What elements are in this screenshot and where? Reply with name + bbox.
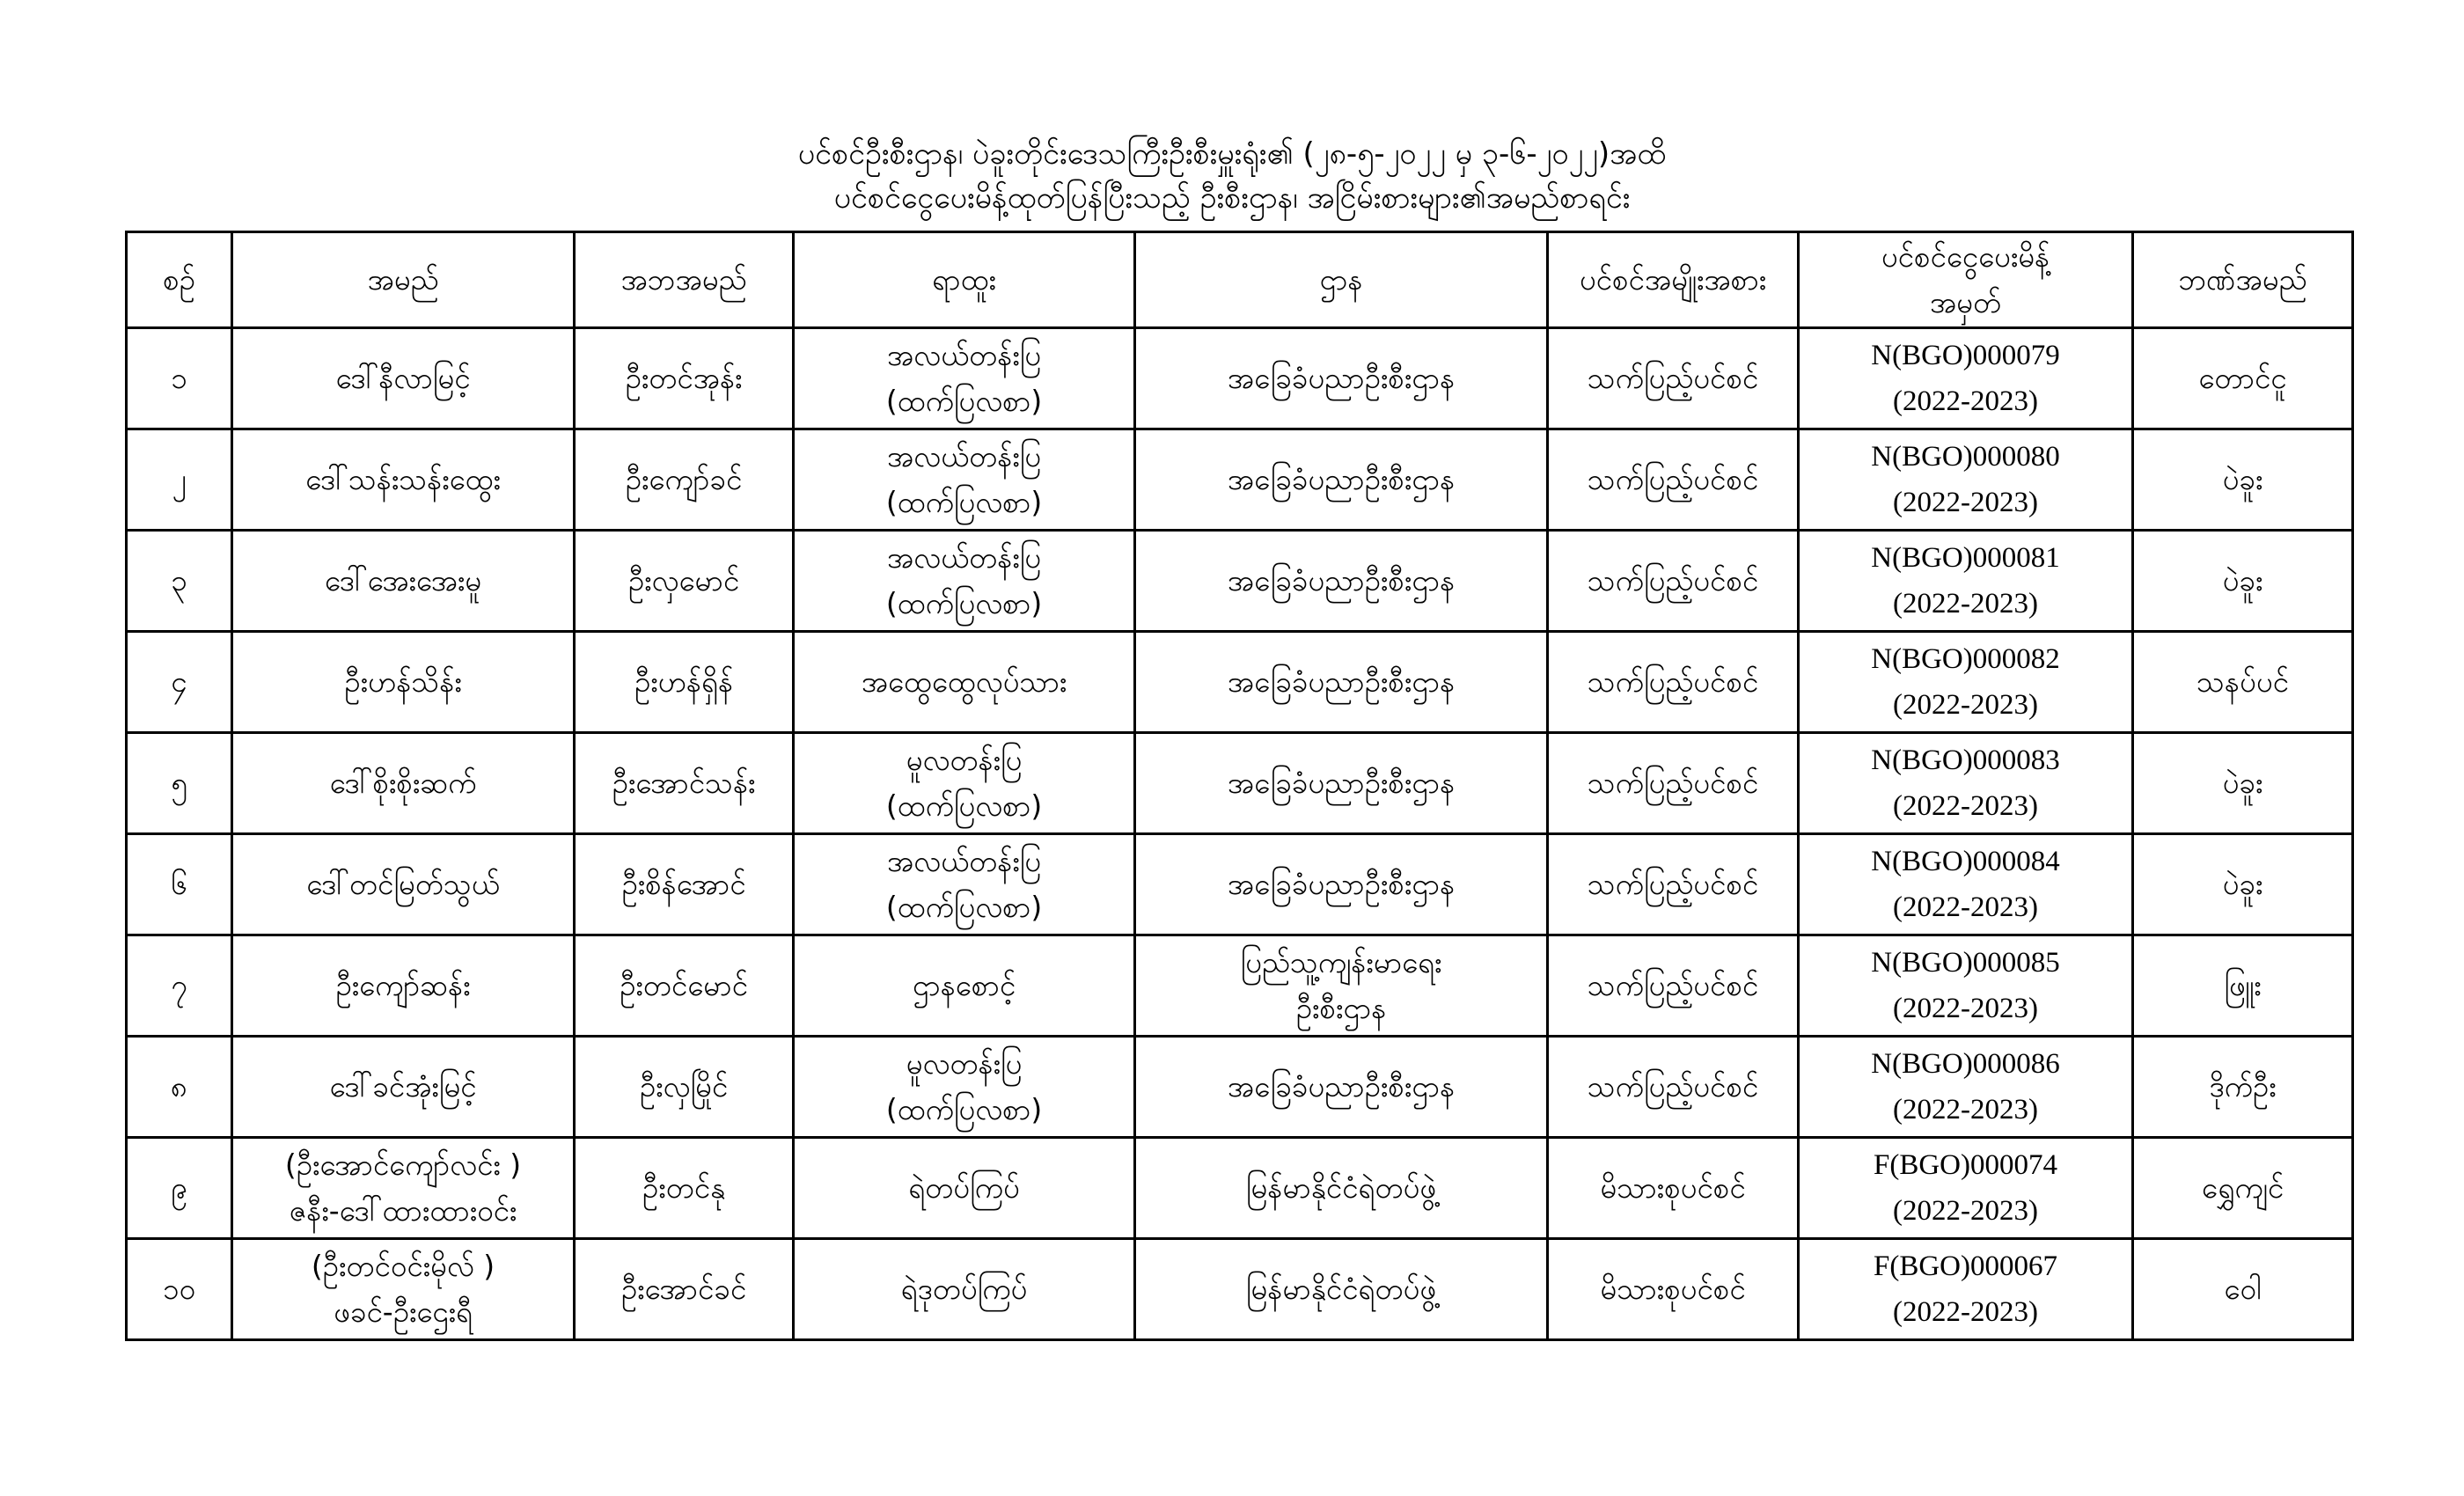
cell-serial: ၁ — [127, 328, 232, 429]
cell-name: ဒေါ်နီလာမြင့် — [232, 328, 575, 429]
header-order-number: ပင်စင်ငွေပေးမိန့် အမှတ် — [1799, 232, 2133, 328]
cell-serial: ၃ — [127, 531, 232, 632]
cell-order-number: F(BGO)000067 (2022-2023) — [1799, 1239, 2133, 1340]
table-row — [127, 429, 2353, 531]
table-row — [127, 632, 2353, 733]
cell-father-name: ဦးတင်မောင် — [575, 935, 794, 1037]
cell-position: အလယ်တန်းပြ (ထက်ပြလစာ) — [794, 531, 1135, 632]
cell-serial: ၉ — [127, 1138, 232, 1239]
pensioner-table — [125, 231, 2354, 1341]
cell-order-number: N(BGO)000085 (2022-2023) — [1799, 935, 2133, 1037]
cell-pension-type: သက်ပြည့်ပင်စင် — [1548, 1037, 1799, 1138]
cell-father-name: ဦးအောင်သန်း — [575, 733, 794, 834]
cell-bank: ပဲခူး — [2133, 429, 2353, 531]
cell-pension-type: သက်ပြည့်ပင်စင် — [1548, 531, 1799, 632]
cell-bank: ပဲခူး — [2133, 733, 2353, 834]
cell-bank: ပဲခူး — [2133, 531, 2353, 632]
table-row — [127, 531, 2353, 632]
cell-name: ဒေါ်စိုးစိုးဆက် — [232, 733, 575, 834]
cell-bank: ဖြူး — [2133, 935, 2353, 1037]
cell-position: ရဲဒုတပ်ကြပ် — [794, 1239, 1135, 1340]
cell-name: ဦးဟန်သိန်း — [232, 632, 575, 733]
cell-father-name: ဦးလှမြိုင် — [575, 1037, 794, 1138]
table-row — [127, 733, 2353, 834]
cell-bank: ဒိုက်ဦး — [2133, 1037, 2353, 1138]
cell-pension-type: သက်ပြည့်ပင်စင် — [1548, 935, 1799, 1037]
cell-department: အခြေခံပညာဦးစီးဌာန — [1135, 429, 1548, 531]
cell-father-name: ဦးတင်အုန်း — [575, 328, 794, 429]
cell-name: (ဦးအောင်ကျော်လင်း ) ဇနီး-ဒေါ်ထားထားဝင်း — [232, 1138, 575, 1239]
cell-pension-type: သက်ပြည့်ပင်စင် — [1548, 733, 1799, 834]
cell-name: (ဦးတင်ဝင်းမိုလ် ) ဖခင်-ဦးဌေးရီ — [232, 1239, 575, 1340]
cell-position: အလယ်တန်းပြ (ထက်ပြလစာ) — [794, 834, 1135, 935]
cell-serial: ၄ — [127, 632, 232, 733]
table-row — [127, 834, 2353, 935]
cell-position: မူလတန်းပြ (ထက်ပြလစာ) — [794, 1037, 1135, 1138]
cell-position: အလယ်တန်းပြ (ထက်ပြလစာ) — [794, 429, 1135, 531]
cell-father-name: ဦးအောင်ခင် — [575, 1239, 794, 1340]
cell-pension-type: သက်ပြည့်ပင်စင် — [1548, 632, 1799, 733]
cell-position: မူလတန်းပြ (ထက်ပြလစာ) — [794, 733, 1135, 834]
cell-order-number: N(BGO)000080 (2022-2023) — [1799, 429, 2133, 531]
document-title — [0, 132, 2464, 220]
cell-order-number: N(BGO)000081 (2022-2023) — [1799, 531, 2133, 632]
header-position: ရာထူး — [794, 232, 1135, 328]
table-row — [127, 1037, 2353, 1138]
cell-position: ရဲတပ်ကြပ် — [794, 1138, 1135, 1239]
cell-serial: ၅ — [127, 733, 232, 834]
cell-father-name: ဦးစိန်အောင် — [575, 834, 794, 935]
cell-department: အခြေခံပညာဦးစီးဌာန — [1135, 632, 1548, 733]
cell-serial: ၇ — [127, 935, 232, 1037]
cell-serial: ၂ — [127, 429, 232, 531]
table-body — [127, 328, 2353, 1340]
cell-bank: ပဲခူး — [2133, 834, 2353, 935]
cell-pension-type: မိသားစုပင်စင် — [1548, 1138, 1799, 1239]
cell-name: ဦးကျော်ဆန်း — [232, 935, 575, 1037]
cell-father-name: ဦးကျော်ခင် — [575, 429, 794, 531]
cell-order-number: N(BGO)000084 (2022-2023) — [1799, 834, 2133, 935]
cell-bank: ဝေါ — [2133, 1239, 2353, 1340]
table-header-row — [127, 232, 2353, 328]
header-name: အမည် — [232, 232, 575, 328]
cell-department: မြန်မာနိုင်ငံရဲတပ်ဖွဲ့ — [1135, 1239, 1548, 1340]
cell-serial: ၆ — [127, 834, 232, 935]
cell-name: ဒေါ်တင်မြတ်သွယ် — [232, 834, 575, 935]
cell-department: အခြေခံပညာဦးစီးဌာန — [1135, 531, 1548, 632]
cell-order-number: N(BGO)000086 (2022-2023) — [1799, 1037, 2133, 1138]
cell-order-number: N(BGO)000079 (2022-2023) — [1799, 328, 2133, 429]
cell-pension-type: သက်ပြည့်ပင်စင် — [1548, 328, 1799, 429]
cell-bank: သနပ်ပင် — [2133, 632, 2353, 733]
title-line-1: ပင်စင်ဦးစီးဌာန၊ ပဲခူးတိုင်းဒေသကြီးဦးစီးမှူးရုံး၏ (၂၈-၅-၂၀၂၂ မှ ၃-၆-၂၀၂၂)အထိ — [797, 136, 1667, 172]
table-row — [127, 1138, 2353, 1239]
table-row — [127, 935, 2353, 1037]
cell-pension-type: သက်ပြည့်ပင်စင် — [1548, 834, 1799, 935]
cell-position: အလယ်တန်းပြ (ထက်ပြလစာ) — [794, 328, 1135, 429]
header-department: ဌာန — [1135, 232, 1548, 328]
table-row — [127, 328, 2353, 429]
cell-department: အခြေခံပညာဦးစီးဌာန — [1135, 328, 1548, 429]
cell-department: အခြေခံပညာဦးစီးဌာန — [1135, 834, 1548, 935]
cell-serial: ၁၀ — [127, 1239, 232, 1340]
cell-position: ဌာနစောင့် — [794, 935, 1135, 1037]
cell-bank: ရွှေကျင် — [2133, 1138, 2353, 1239]
header-father-name: အဘအမည် — [575, 232, 794, 328]
cell-father-name: ဦးဟန်ရှိန် — [575, 632, 794, 733]
cell-position: အထွေထွေလုပ်သား — [794, 632, 1135, 733]
cell-department: အခြေခံပညာဦးစီးဌာန — [1135, 1037, 1548, 1138]
header-serial: စဉ် — [127, 232, 232, 328]
cell-department: အခြေခံပညာဦးစီးဌာန — [1135, 733, 1548, 834]
title-line-2: ပင်စင်ငွေပေးမိန့်ထုတ်ပြန်ပြီးသည့် ဦးစီးဌာန၊ အငြိမ်းစားများ၏အမည်စာရင်း — [833, 180, 1631, 216]
cell-father-name: ဦးလှမောင် — [575, 531, 794, 632]
cell-name: ဒေါ်အေးအေးမူ — [232, 531, 575, 632]
header-pension-type: ပင်စင်အမျိုးအစား — [1548, 232, 1799, 328]
table-row — [127, 1239, 2353, 1340]
cell-name: ဒေါ်သန်းသန်းထွေး — [232, 429, 575, 531]
cell-pension-type: မိသားစုပင်စင် — [1548, 1239, 1799, 1340]
cell-serial: ၈ — [127, 1037, 232, 1138]
cell-department: ပြည်သူ့ကျန်းမာရေး ဦးစီးဌာန — [1135, 935, 1548, 1037]
cell-order-number: N(BGO)000082 (2022-2023) — [1799, 632, 2133, 733]
cell-department: မြန်မာနိုင်ငံရဲတပ်ဖွဲ့ — [1135, 1138, 1548, 1239]
cell-father-name: ဦးတင်နု — [575, 1138, 794, 1239]
cell-name: ဒေါ်ခင်အုံးမြင့် — [232, 1037, 575, 1138]
cell-pension-type: သက်ပြည့်ပင်စင် — [1548, 429, 1799, 531]
cell-order-number: F(BGO)000074 (2022-2023) — [1799, 1138, 2133, 1239]
cell-order-number: N(BGO)000083 (2022-2023) — [1799, 733, 2133, 834]
cell-bank: တောင်ငူ — [2133, 328, 2353, 429]
header-bank: ဘဏ်အမည် — [2133, 232, 2353, 328]
